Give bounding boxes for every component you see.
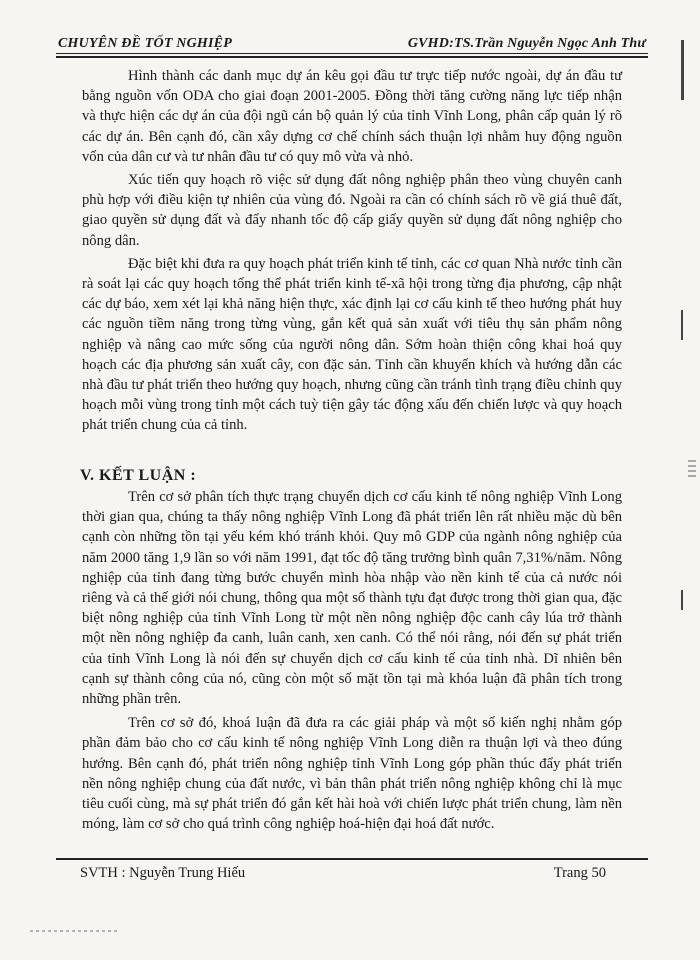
- header-rule-thick: [56, 56, 648, 58]
- footer-author: SVTH : Nguyễn Trung Hiếu: [80, 865, 246, 881]
- paragraph: Xúc tiến quy hoạch rõ việc sử dụng đất nông nghiệp phân theo vùng chuyên canh phù hợp với điều kiện tự nhiên của vùng đó. Ngoài ra cần có chính sách rõ về giá thuê đất, giao quyền sử dụng đất và đẩy nhanh tốc độ cấp giấy quyền sử dụng đất nông nghiệp cho nông dân.: [82, 172, 622, 249]
- section-heading: V. KẾT LUẬN :: [80, 467, 197, 484]
- scan-mark: [681, 590, 683, 610]
- body-text: [82, 66, 622, 436]
- scan-edge-artifact: [681, 10, 684, 950]
- scan-noise: [688, 460, 696, 480]
- footer-rule: [56, 858, 648, 860]
- page-number: Trang 50: [553, 865, 606, 881]
- page-header: [58, 28, 646, 52]
- header-advisor: GVHD:TS.Trần Nguyễn Ngọc Anh Thư: [407, 36, 646, 51]
- scan-mark: [681, 40, 684, 100]
- paragraph: Đặc biệt khi đưa ra quy hoạch phát triển kinh tế tỉnh, các cơ quan Nhà nước tỉnh cần rà soát lại các quy hoạch tổng thể phát triển kinh tế-xã hội trong từng địa phương, cập nhật các dự báo, xem xét lại khả năng hiện thực, xác định lại cơ cấu kinh tế theo hướng phát huy các nguồn tiềm năng trong từng vùng, gắn kết quả sản xuất với tiêu thụ sản phẩm nông nghiệp và nâng cao mức sống của người nông dân. Sớm hoàn thiện công khai hoá quy hoạch các địa phương sản xuất cây, con đặc sản. Tỉnh cần khuyến khích và hướng dẫn các nhà đầu tư phát triển theo hướng quy hoạch, nhưng cũng cần tránh tình trạng điều chỉnh quy hoạch mỗi vùng trong tỉnh một cách tuỳ tiện gây tác động xấu đến chiến lược và quy hoạch phát triển chung của cả tỉnh.: [82, 255, 622, 434]
- scan-noise: [30, 930, 120, 932]
- header-title: CHUYÊN ĐỀ TỐT NGHIỆP: [58, 36, 232, 51]
- page-footer: [80, 865, 606, 882]
- header-rule: [56, 53, 648, 54]
- scan-mark: [681, 310, 683, 340]
- conclusion-text: [82, 487, 622, 834]
- paragraph: Trên cơ sở phân tích thực trạng chuyển dịch cơ cấu kinh tế nông nghiệp Vĩnh Long thời gian qua, chúng ta thấy nông nghiệp Vĩnh Long đã phát triển lên rất nhiều mặc dù bên cạnh còn những tồn tại yếu kém khó tránh khỏi. Quy mô GDP của ngành nông nghiệp của năm 2000 tăng 1,9 lần so với năm 1991, đạt tốc độ tăng trưởng bình quân 7,31%/năm. Nông nghiệp của tỉnh đang từng bước chuyển mình hòa nhập vào nền kinh tế của cả nước nói riêng và cả thế giới nói chung, thông qua một số thành tựu đạt được trong thời gian qua, đặc biệt nông nghiệp của tỉnh Vĩnh Long từ một nền nông nghiệp độc canh cây lúa trở thành một nền nông nghiệp đa canh, luân canh, xen canh. Có thể nói rằng, nói đến sự phát triển của tỉnh Vĩnh Long là nói đến sự chuyển dịch cơ cấu kinh tế của tỉnh nhà. Dĩ nhiên bên cạnh sự thành công của nó, cũng còn một số mặt tồn tại mà khóa luận đã phân tích trong những phần trên.: [82, 489, 622, 708]
- paragraph: Trên cơ sở đó, khoá luận đã đưa ra các giải pháp và một số kiến nghị nhằm góp phần đảm bảo cho cơ cấu kinh tế nông nghiệp Vĩnh Long diễn ra thuận lợi và theo đúng hướng. Bên cạnh đó, phát triển nông nghiệp tỉnh Vĩnh Long góp phần thúc đẩy phát triển nền nông nghiệp chung của đất nước, vì bản thân phát triển nông nghiệp không chỉ là mục tiêu cuối cùng, mà sự phát triển đó gắn kết hài hoà với chiến lược phát triển chung, làm nền móng, làm cơ sở cho quá trình công nghiệp hoá-hiện đại hoá đất nước.: [82, 715, 622, 833]
- paragraph: Hình thành các danh mục dự án kêu gọi đầu tư trực tiếp nước ngoài, dự án đầu tư bằng nguồn vốn ODA cho giai đoạn 2001-2005. Đồng thời tăng cường năng lực tiếp nhận và thực hiện các dự án của đội ngũ cán bộ quản lý của tỉnh Vĩnh Long, phân cấp quản lý rõ các dự án. Bên cạnh đó, cần xây dựng cơ chế chính sách thuận lợi nhằm huy động nguồn vốn của dân cư và tư nhân đầu tư có quy mô vừa và nhỏ.: [82, 68, 622, 165]
